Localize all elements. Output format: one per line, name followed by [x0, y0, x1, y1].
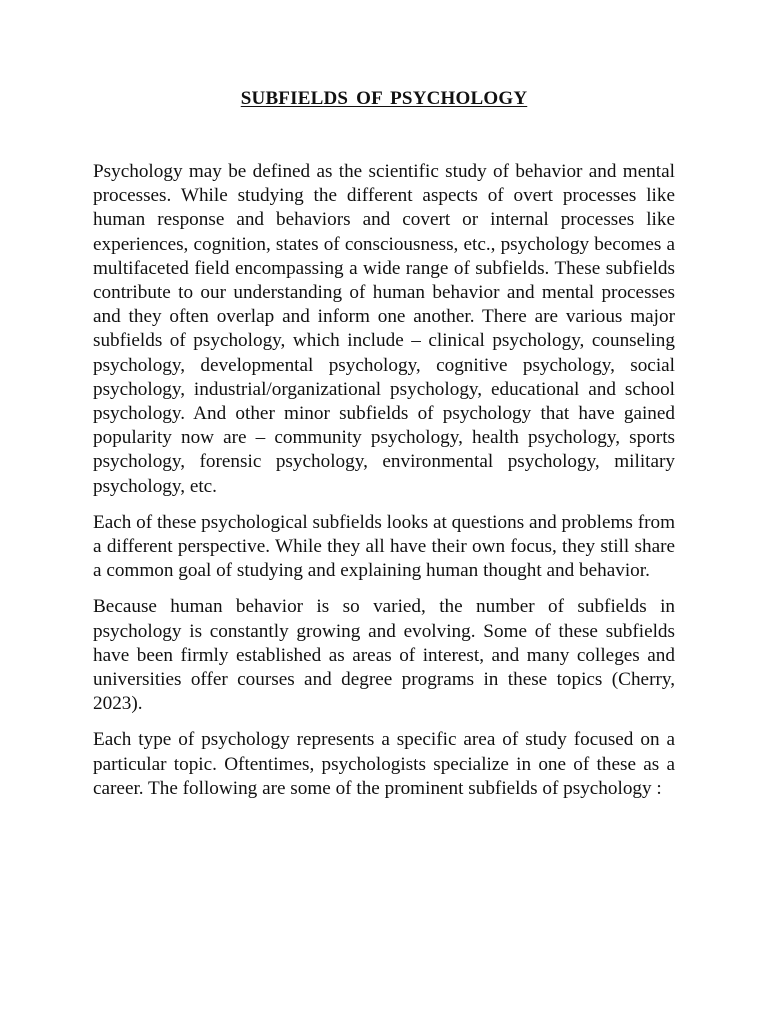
- page-title: SUBFIELDS OF PSYCHOLOGY: [240, 88, 528, 109]
- paragraph-specialization: Each type of psychology represents a specific area of study focused on a particular topic. Oftentimes, psychologists specialize in one of these as a career. The following are some of the prominent subfields of psychology :: [93, 729, 675, 799]
- paragraph-growth: Because human behavior is so varied, the number of subfields in psychology is constantly growing and evolving. Some of these subfields have been firmly established as areas of interest, and many colleges and universities offer courses and degree programs in these topics (Cherry, 2023).: [93, 596, 675, 715]
- paragraph-perspective: Each of these psychological subfields looks at questions and problems from a different perspective. While they all have their own focus, they still share a common goal of studying and explaining human thought and behavior.: [93, 511, 675, 582]
- paragraph-intro: Psychology may be defined as the scientific study of behavior and mental processes. While studying the different aspects of overt processes like human response and behaviors and covert or internal processes like experiences, cognition, states of consciousness, etc., psychology becomes a multifaceted field encompassing a wide range of subfields. These subfields contribute to our understanding of human behavior and mental processes and they often overlap and inform one another. There are various major subfields of psychology, which include – clinical psychology, counseling psychology, developmental psychology, cognitive psychology, social psychology, industrial/organizational psychology, educational and school psychology. And other minor subfields of psychology that have gained popularity now are – community psychology, health psychology, sports psychology, forensic psychology, environmental psychology, military psychology, etc.: [93, 161, 675, 497]
- document-body: [93, 160, 675, 813]
